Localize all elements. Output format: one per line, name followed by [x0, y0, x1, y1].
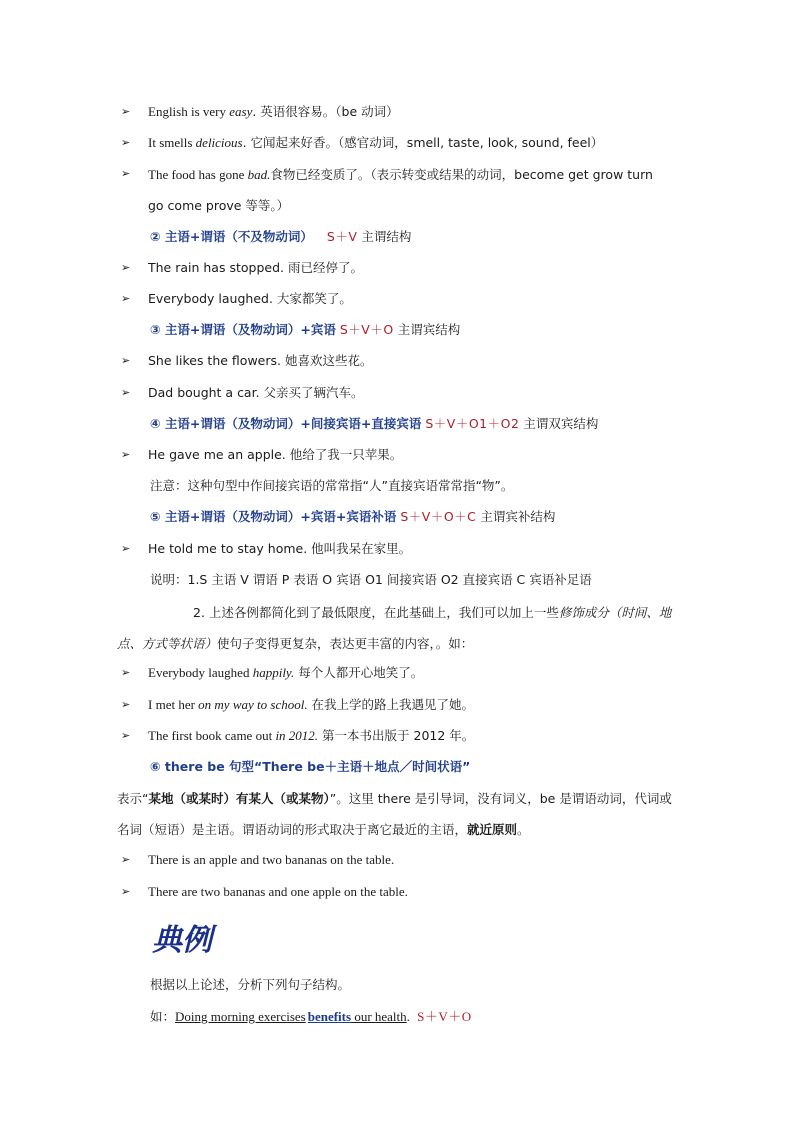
bullet-arrow-icon: ➢	[121, 262, 131, 274]
bullet-arrow-icon: ➢	[121, 106, 131, 118]
bullet-arrow-icon: ➢	[121, 543, 131, 555]
document-page: ➢ English is very easy. 英语很容易。（be 动词） ➢ It smells delicious. 它闻起来好香。（感官动词，smell, taste, look, sound, feel） ➢ The food has gone bad.食物已经变质了。（表示转变或结果的动词，become get grow turn go come prove 等等。） ② 主语+谓语（不及物动词） S＋V 主谓结构 ➢ The rain has stopped. 雨已经停了。 ➢ Everybody laughed. 大家都笑了。 ③ 主语+谓语（及物动词）+宾语 S＋V＋O 主谓宾结构 ➢ She likes the flowers. 她喜欢这些花。 ➢ Dad bought a car. 父亲买了辆汽车。 ④ 主语+谓语（及物动词）+间接宾语+直接宾语 S＋V＋O1＋O2 主谓双宾结构 ➢ He gave me an apple. 他给了我一只苹果。 注意：这种句型中作间接宾语的常常指“人”直接宾语常常指“物”。 ⑤ 主语+谓语（及物动词）+宾语+宾语补语 S＋V＋O＋C 主谓宾补结构 ➢ He told me to stay home. 他叫我呆在家里。 说明：1.S 主语 V 谓语 P 表语 O 宾语 O1 间接宾语 O2 直接宾语 C 宾语补足语 2. 上述各例都简化到了最低限度，在此基础上，我们可以加上一些修饰成分（时间、地点、方式等状语）使句子变得更复杂，表达更丰富的内容，。如： ➢ Everybody laughed happily. 每个人都开心地笑了。 ➢ I met her on my way to school. 在我上学的路上我遇见了她。 ➢ The first book came out in 2012. 第一本书出版于 2012 年。 ⑥ there be 句型“There be＋主语＋地点／时间状语” 表示“某地（或某时）有某人（或某物）”。这里 there 是引导词，没有词义，be 是谓语动词，代词或名词（短语）是主语。谓语动词的形式取决于离它最近的主语，就近原则。 ➢ There is an apple and two bananas on the table. ➢ There are two bananas and one apple on the table. 典例 根据以上论述，分析下列句子结构。 如：Doing morning exercises benefits our health. S＋V＋O	[117, 104, 672, 1024]
subject-phrase: Doing morning exercises	[175, 1009, 306, 1024]
bullet-arrow-icon: ➢	[121, 854, 131, 866]
bullet-arrow-icon: ➢	[121, 137, 131, 149]
bullet-arrow-icon: ➢	[121, 168, 131, 180]
verb-word: benefits	[307, 1009, 352, 1024]
bullet-arrow-icon: ➢	[121, 730, 131, 742]
example-logo-icon	[150, 918, 230, 958]
bullet-arrow-icon: ➢	[121, 449, 131, 461]
bullet-arrow-icon: ➢	[121, 355, 131, 367]
bullet-arrow-icon: ➢	[121, 387, 131, 399]
bullet-arrow-icon: ➢	[121, 699, 131, 711]
svg-text:典例: 典例	[152, 923, 212, 958]
object-phrase: our health	[351, 1009, 407, 1024]
bullet-arrow-icon: ➢	[121, 886, 131, 898]
bullet-arrow-icon: ➢	[121, 293, 131, 305]
bullet-arrow-icon: ➢	[121, 667, 131, 679]
